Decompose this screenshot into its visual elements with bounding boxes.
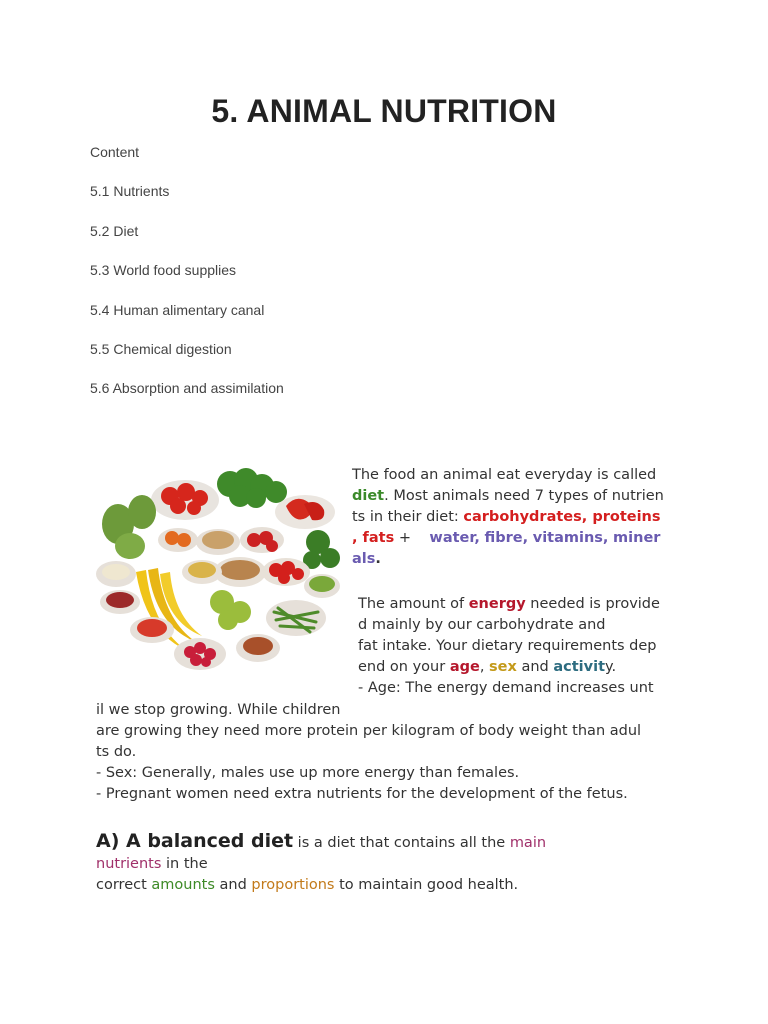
healthy-food-image	[90, 462, 342, 684]
keyword-energy: energy	[468, 596, 526, 612]
page-title: 5. ANIMAL NUTRITION	[211, 93, 557, 129]
toc-heading: Content	[90, 144, 140, 160]
energy-text: - Age: The energy demand increases unt	[358, 680, 654, 696]
body-line: - Pregnant women need extra nutrients for the development of the fetus.	[96, 786, 628, 802]
body-line: il we stop growing. While children	[96, 702, 341, 718]
energy-text: end on your	[358, 659, 450, 675]
energy-text: The amount of	[358, 596, 469, 612]
intro-text: +	[394, 530, 411, 546]
toc-item: 5.1 Nutrients	[90, 183, 170, 200]
keyword-amounts: amounts	[151, 877, 215, 893]
energy-text: ,	[479, 659, 490, 675]
keyword-main: main	[509, 835, 547, 851]
energy-text: and	[516, 659, 554, 675]
keyword-sex: sex	[489, 659, 517, 675]
body-line: are growing they need more protein per kilogram of body weight than adul	[96, 723, 642, 739]
keyword-diet: diet	[352, 488, 385, 504]
body-text: to maintain good health.	[334, 877, 519, 893]
energy-text: fat intake. Your dietary requirements dep	[358, 638, 657, 654]
keyword-proportions: proportions	[251, 877, 335, 893]
keyword-comma: ,	[581, 509, 593, 525]
toc-item: 5.6 Absorption and assimilation	[90, 380, 284, 397]
keyword-carbohydrates: carbohydrates	[463, 509, 582, 525]
body-line: ts do.	[96, 744, 137, 760]
body-text: and	[214, 877, 252, 893]
toc-item: 5.4 Human alimentary canal	[90, 301, 265, 318]
intro-text: ts in their diet:	[352, 509, 464, 525]
continuation-paragraph	[96, 700, 696, 805]
keyword-water: water,	[429, 530, 480, 546]
balanced-diet-paragraph	[96, 831, 696, 896]
section-heading: A) A balanced diet	[96, 830, 294, 852]
toc-item: 5.3 World food supplies	[90, 262, 237, 279]
keyword-vitamins: vitamins,	[532, 530, 609, 546]
body-text: is a diet that contains all the	[293, 835, 510, 851]
body-text: in the	[161, 856, 208, 872]
toc-item: 5.2 Diet	[90, 222, 139, 239]
keyword-minerals-end: als	[352, 551, 376, 567]
keyword-proteins: proteins	[592, 509, 661, 525]
keyword-nutrients: nutrients	[96, 856, 162, 872]
energy-text: needed is provide	[525, 596, 660, 612]
keyword-activity: activit	[553, 659, 605, 675]
table-of-contents	[90, 144, 284, 420]
energy-text: y.	[605, 659, 617, 675]
keyword-fibre: fibre,	[484, 530, 529, 546]
intro-text: . Most animals need 7 types of nutrien	[384, 488, 664, 504]
intro-text: The food an animal eat everyday is called	[352, 467, 657, 483]
toc-item: 5.5 Chemical digestion	[90, 340, 232, 357]
energy-text: d mainly by our carbohydrate and	[358, 617, 606, 633]
intro-period: .	[375, 551, 381, 567]
keyword-minerals: miner	[613, 530, 661, 546]
keyword-fats: , fats	[352, 530, 395, 546]
energy-paragraph	[358, 594, 688, 699]
body-text: correct	[96, 877, 152, 893]
keyword-age: age	[449, 659, 480, 675]
intro-paragraph	[352, 465, 682, 570]
body-line: - Sex: Generally, males use up more energy than females.	[96, 765, 520, 781]
